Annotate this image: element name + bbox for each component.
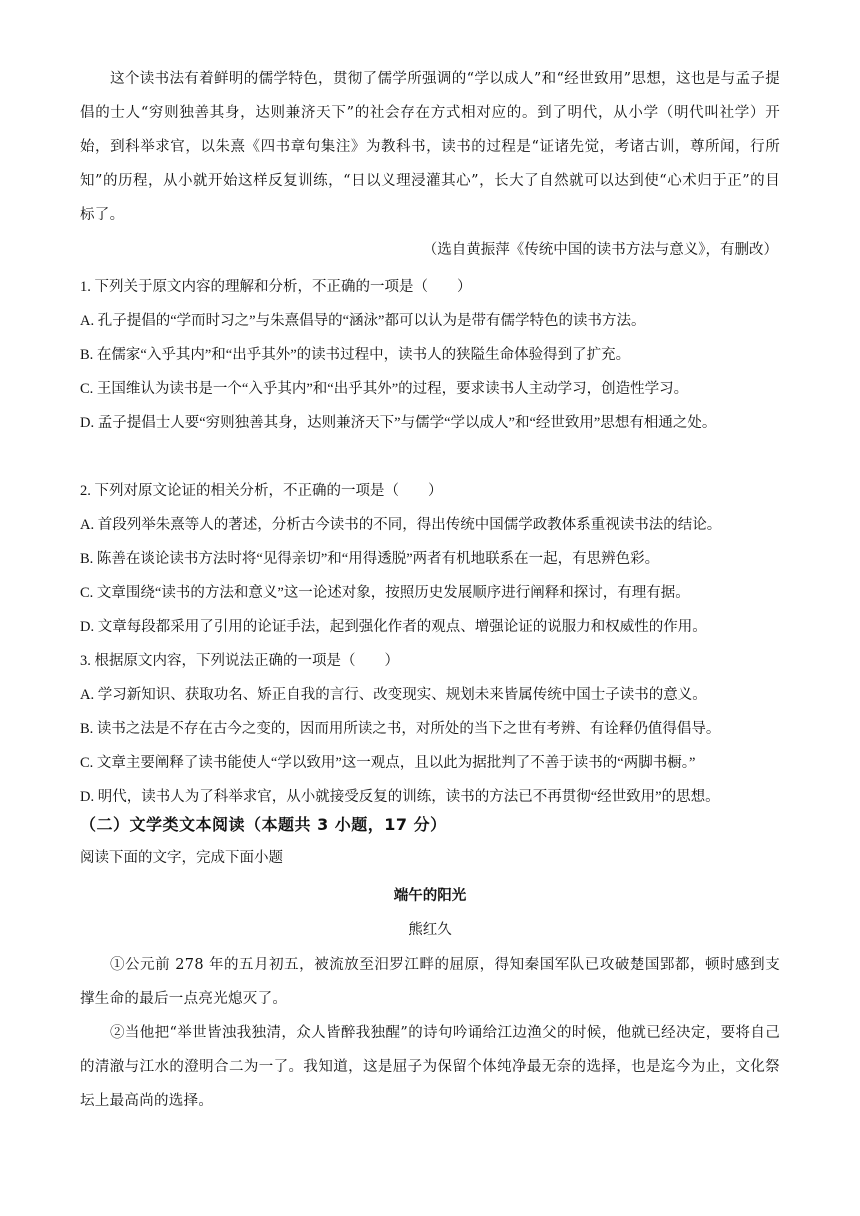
option-b[interactable]: B. 在儒家“入乎其内”和“出乎其外”的读书过程中，读书人的狭隘生命体验得到了扩充。 [80, 347, 631, 363]
option-d[interactable]: D. 孟子提倡士人要“穷则独善其身，达则兼济天下”与儒学“学以成人”和“经世致用”思想有相通之处。 [80, 415, 717, 431]
option-c[interactable]: C. 文章主要阐释了读书能使人“学以致用”这一观点，且以此为据批判了不善于读书的“两脚书橱。” [80, 755, 696, 771]
passage-source: （选自黄振萍《传统中国的读书方法与意义》，有删改） [422, 242, 778, 258]
question-stem: 1. 下列关于原文内容的理解和分析，不正确的一项是（ ） [80, 279, 472, 295]
option-a[interactable]: A. 孔子提倡的“学而时习之”与朱熹倡导的“涵泳”都可以认为是带有儒学特色的读书方法。 [80, 313, 646, 329]
question-1 [80, 270, 780, 440]
section-heading: （二）文学类文本阅读（本题共 3 小题，17 分） [80, 815, 447, 834]
option-d[interactable]: D. 明代，读书人为了科举求官，从小就接受反复的训练，读书的方法已不再贯彻“经世致用”的思想。 [80, 789, 720, 805]
essay-paragraph: 这个读书法有着鲜明的儒学特色，贯彻了儒学所强调的“学以成人”和“经世致用”思想，这也是与孟子提倡的士人“穷则独善其身，达则兼济天下”的社会存在方式相对应的。到了明代，从小学（明代叫社学）开始，到科举求官，以朱熹《四书章句集注》为教科书，读书的过程是“证诸先觉，考诸古训，尊所闻，行所知”的历程，从小就开始这样反复训练，“日以义理浸灌其心”，长大了自然就可以达到使“心术归于正”的目标了。 [80, 71, 780, 223]
option-a[interactable]: A. 首段列举朱熹等人的著述，分析古今读书的不同，得出传统中国儒学政教体系重视读书法的结论。 [80, 517, 722, 533]
story-paragraph-2: ②当他把“举世皆浊我独清，众人皆醉我独醒”的诗句吟诵给江边渔父的时候，他就已经决定，要将自己的清澈与江水的澄明合二为一了。我知道，这是屈子为保留个体纯净最无奈的选择，也是迄今为止，文化祭坛上最高尚的选择。 [80, 1025, 780, 1109]
option-b[interactable]: B. 陈善在谈论读书方法时将“见得亲切”和“用得透脱”两者有机地联系在一起，有思辨色彩。 [80, 551, 660, 567]
story-paragraph-1: ①公元前 278 年的五月初五，被流放至汨罗江畔的屈原，得知秦国军队已攻破楚国郢都，顿时感到支撑生命的最后一点亮光熄灭了。 [80, 957, 780, 1007]
option-c[interactable]: C. 文章围绕“读书的方法和意义”这一论述对象，按照历史发展顺序进行阐释和探讨，有理有据。 [80, 585, 690, 601]
option-c[interactable]: C. 王国维认为读书是一个“入乎其内”和“出乎其外”的过程，要求读书人主动学习，创造性学习。 [80, 381, 689, 397]
story-title: 端午的阳光 [393, 887, 467, 904]
question-3 [80, 644, 780, 814]
option-d[interactable]: D. 文章每段都采用了引用的论证手法，起到强化作者的观点、增强论证的说服力和权威性的作用。 [80, 619, 707, 635]
option-a[interactable]: A. 学习新知识、获取功名、矫正自我的言行、改变现实、规划未来皆属传统中国士子读书的意义。 [80, 687, 707, 703]
question-stem: 2. 下列对原文论证的相关分析，不正确的一项是（ ） [80, 483, 443, 499]
question-2 [80, 474, 780, 644]
essay-passage [80, 62, 780, 232]
question-stem: 3. 根据原文内容，下列说法正确的一项是（ ） [80, 653, 399, 669]
option-b[interactable]: B. 读书之法是不存在古今之变的，因而用所读之书，对所处的当下之世有考辨、有诠释仍值得倡导。 [80, 721, 721, 737]
instruction: 阅读下面的文字，完成下面小题 [80, 850, 283, 866]
story-author: 熊红久 [408, 922, 452, 938]
story-passage [80, 948, 780, 1118]
